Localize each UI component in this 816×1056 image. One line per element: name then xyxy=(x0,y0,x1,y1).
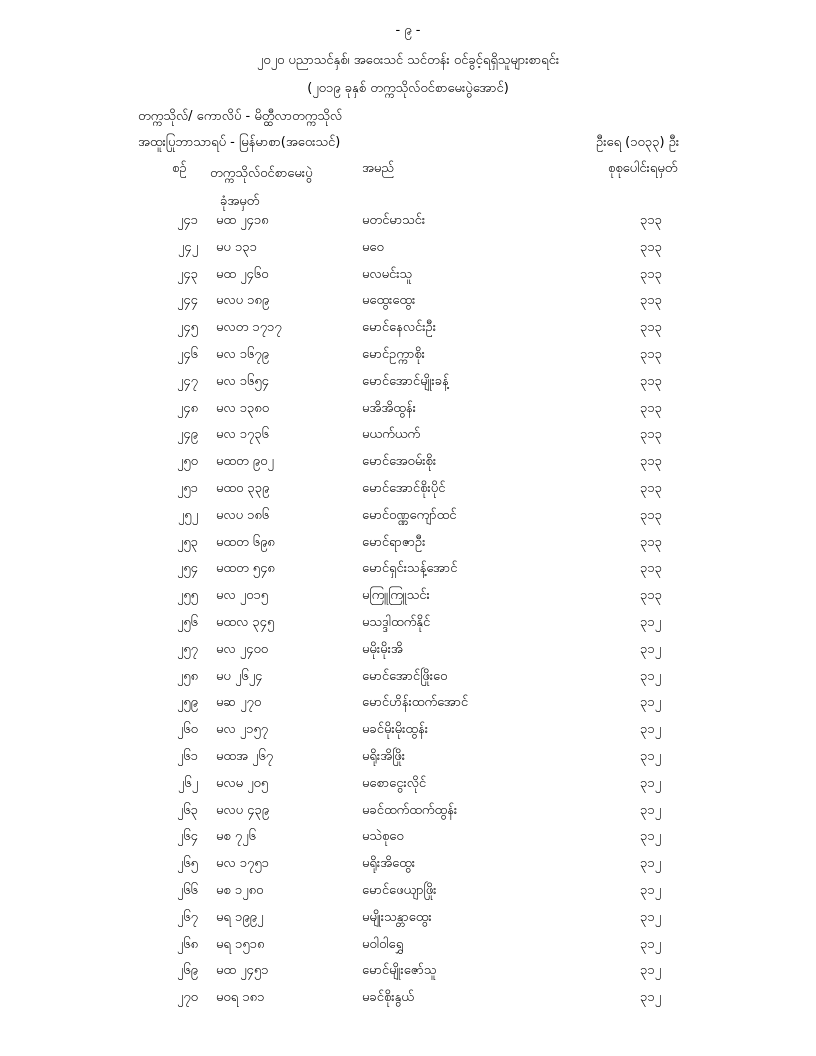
serial-cell: ၂၅၈ xyxy=(176,668,198,684)
marks-cell: ၃၁၃ xyxy=(640,588,662,604)
marks-cell: ၃၁၃ xyxy=(640,320,662,336)
serial-cell: ၂၄၇ xyxy=(176,373,198,389)
roll-number-cell: မလ ၁၆၇၉ xyxy=(216,346,269,362)
marks-cell: ၃၁၃ xyxy=(640,346,662,362)
serial-cell: ၂၆၇ xyxy=(176,909,198,925)
results-table xyxy=(0,212,816,1016)
marks-cell: ၃၁၃ xyxy=(640,534,662,550)
name-cell: မောင်ဖေယျာဖြိုး xyxy=(362,882,437,898)
name-cell: မောင်ရာဇာဦး xyxy=(362,534,426,550)
serial-cell: ၂၄၁ xyxy=(176,213,198,228)
table-row xyxy=(0,641,816,668)
name-cell: မောင်အောင်ဖြိုးဝေ xyxy=(362,668,448,684)
table-row xyxy=(0,426,816,453)
roll-number-cell: မထအ ၂၆၇ xyxy=(216,748,274,764)
name-cell: မမိုးမိုးအိ xyxy=(362,641,403,657)
serial-cell: ၂၅၉ xyxy=(176,695,198,711)
serial-cell: ၂၅၆ xyxy=(176,614,198,630)
marks-cell: ၃၁၂ xyxy=(640,775,662,791)
table-row xyxy=(0,292,816,319)
serial-cell: ၂၆၈ xyxy=(176,936,198,952)
document-subtitle: (၂၀၁၉ ခုနှစ် တက္ကသိုလ်ဝင်စာမေးပွဲအောင်) xyxy=(307,81,509,96)
roll-number-cell: မပ ၂၆၂၄ xyxy=(216,668,263,684)
name-cell: မခင်ထက်ထက်ထွန်း xyxy=(362,802,458,818)
name-cell: မောင်နေလင်းဦး xyxy=(362,320,437,336)
name-cell: မထွေးထွေး xyxy=(362,293,416,309)
name-cell: မောင်ရှင်းသန့်အောင် xyxy=(362,561,458,577)
table-row xyxy=(0,802,816,829)
serial-cell: ၂၄၈ xyxy=(176,400,198,416)
marks-cell: ၃၁၂ xyxy=(640,882,662,898)
name-cell: မဝေ xyxy=(362,239,384,255)
name-cell: မောင်အေဝမ်းစိုး xyxy=(362,454,437,470)
table-row xyxy=(0,534,816,561)
header-roll-number xyxy=(210,160,313,216)
subject-label: အထူးပြုဘာသာရပ် - မြန်မာစာ(အဝေးသင်) xyxy=(138,135,341,150)
header-marks: စုစုပေါင်းရမှတ် xyxy=(608,161,678,176)
serial-cell: ၂၅၀ xyxy=(176,454,198,470)
serial-cell: ၂၆၀ xyxy=(176,722,198,738)
serial-cell: ၂၄၂ xyxy=(177,239,198,255)
name-cell: မသဲစုဝေ xyxy=(362,829,404,845)
serial-cell: ၂၄၄ xyxy=(176,293,198,309)
name-cell: မောင်ဥက္ကာစိုး xyxy=(362,346,425,362)
serial-cell: ၂၄၃ xyxy=(176,266,198,282)
table-row xyxy=(0,775,816,802)
header-serial: စဉ် xyxy=(172,161,187,176)
marks-cell: ၃၁၂ xyxy=(640,990,662,1006)
name-cell: မဝါဝါရွှေ xyxy=(362,936,404,952)
table-row xyxy=(0,668,816,695)
marks-cell: ၃၁၃ xyxy=(640,507,662,523)
name-cell: မောင်မျိုးဇော်သူ xyxy=(362,963,437,979)
table-row xyxy=(0,828,816,855)
roll-number-cell: မလပ ၁၈၆ xyxy=(216,507,270,523)
serial-cell: ၂၆၉ xyxy=(176,963,198,979)
serial-cell: ၂၆၁ xyxy=(176,748,198,764)
table-row xyxy=(0,239,816,266)
serial-cell: ၂၄၅ xyxy=(176,320,198,336)
roll-number-cell: မပ ၁၃၁ xyxy=(216,239,257,255)
marks-cell: ၃၁၃ xyxy=(640,561,662,577)
marks-cell: ၃၁၂ xyxy=(640,748,662,764)
name-cell: မောင်အောင်စိုးပိုင် xyxy=(362,480,446,496)
name-cell: မအိအိထွန်း xyxy=(362,400,416,416)
serial-cell: ၂၆၂ xyxy=(177,775,198,791)
marks-cell: ၃၁၃ xyxy=(640,480,662,496)
serial-cell: ၂၆၃ xyxy=(176,802,198,818)
serial-cell: ၂၅၂ xyxy=(177,507,198,523)
header-roll-line1: တက္ကသိုလ်ဝင်စာမေးပွဲ xyxy=(210,166,313,181)
marks-cell: ၃၁၃ xyxy=(640,213,662,228)
serial-cell: ၂၆၆ xyxy=(176,882,198,898)
roll-number-cell: မလ ၁၃၈၀ xyxy=(216,400,270,416)
serial-cell: ၂၄၉ xyxy=(176,427,198,443)
name-cell: မရိုးအိထွေး xyxy=(362,856,416,872)
name-cell: မောင်ဝဏ္ဏကျော်ထင် xyxy=(362,507,457,523)
marks-cell: ၃၁၂ xyxy=(640,722,662,738)
table-row xyxy=(0,989,816,1016)
name-cell: မယက်ယက် xyxy=(362,427,421,443)
roll-number-cell: မလ ၂၄၀၀ xyxy=(216,641,269,657)
name-cell: မမျိုးသန္တာထွေး xyxy=(362,909,432,925)
serial-cell: ၂၆၅ xyxy=(176,856,198,872)
serial-cell: ၂၅၄ xyxy=(176,561,198,577)
table-row xyxy=(0,909,816,936)
marks-cell: ၃၁၂ xyxy=(640,668,662,684)
name-cell: မခင်စိုးနွယ် xyxy=(362,990,414,1006)
marks-cell: ၃၁၂ xyxy=(640,802,662,818)
table-row xyxy=(0,453,816,480)
marks-cell: ၃၁၂ xyxy=(640,963,662,979)
marks-cell: ၃၁၂ xyxy=(640,641,662,657)
roll-number-cell: မလ ၁၆၅၄ xyxy=(216,373,269,389)
marks-cell: ၃၁၃ xyxy=(640,400,662,416)
marks-cell: ၃၁၃ xyxy=(640,239,662,255)
serial-cell: ၂၇၀ xyxy=(176,990,198,1006)
serial-cell: ၂၄၆ xyxy=(176,346,198,362)
roll-number-cell: မရ ၁၅၁၈ xyxy=(216,936,265,952)
marks-cell: ၃၁၃ xyxy=(640,373,662,389)
marks-cell: ၃၁၂ xyxy=(640,936,662,952)
table-row xyxy=(0,614,816,641)
total-count: ဦးရေ (၁၀၃၃) ဦး xyxy=(596,135,680,150)
page-number: - ၉ - xyxy=(395,23,421,38)
roll-number-cell: မလမ ၂၀၅ xyxy=(216,775,269,791)
marks-cell: ၃၁၂ xyxy=(640,829,662,845)
header-roll-line2: ခုံအမှတ် xyxy=(220,194,260,209)
serial-cell: ၂၆၄ xyxy=(176,829,198,845)
roll-number-cell: မလ ၁၇၃၆ xyxy=(216,427,269,443)
document-title: ၂၀၂၀ ပညာသင်နှစ်၊ အဝေးသင် သင်တန်း ဝင်ခွင့်ရရှိသူများစာရင်း xyxy=(256,53,560,68)
name-cell: မလမင်းသူ xyxy=(362,266,413,282)
roll-number-cell: မလ ၂၀၁၅ xyxy=(216,588,269,604)
table-row xyxy=(0,721,816,748)
university-label: တက္ကသိုလ်/ ကောလိပ် - မိတ္ထီလာတက္ကသိုလ် xyxy=(138,109,343,124)
table-row xyxy=(0,587,816,614)
roll-number-cell: မစ ၁၂၈၀ xyxy=(216,882,264,898)
table-row xyxy=(0,373,816,400)
name-cell: မခင်မိုးမိုးထွန်း xyxy=(362,722,429,738)
table-row xyxy=(0,882,816,909)
roll-number-cell: မထဝ ၃၃၉ xyxy=(216,480,270,496)
marks-cell: ၃၁၂ xyxy=(640,695,662,711)
roll-number-cell: မလ ၁၇၅၁ xyxy=(216,856,269,872)
name-cell: မောင်အောင်မျိုးခန့် xyxy=(362,373,449,389)
name-cell: မတင်မာသင်း xyxy=(362,213,426,228)
roll-number-cell: မထလ ၃၄၅ xyxy=(216,614,275,630)
name-cell: မစောငွေးလိုင် xyxy=(362,775,427,791)
roll-number-cell: မဆ ၂၇၀ xyxy=(216,695,262,711)
header-name: အမည် xyxy=(362,161,394,176)
roll-number-cell: မထတ ၆၉၈ xyxy=(216,534,275,550)
marks-cell: ၃၁၃ xyxy=(640,427,662,443)
table-row xyxy=(0,748,816,775)
serial-cell: ၂၅၃ xyxy=(176,534,198,550)
marks-cell: ၃၁၃ xyxy=(640,266,662,282)
table-row xyxy=(0,694,816,721)
table-row xyxy=(0,855,816,882)
roll-number-cell: မထတ ၅၄၈ xyxy=(216,561,275,577)
name-cell: မသဒ္ဒါထက်နိုင် xyxy=(362,614,431,630)
table-row xyxy=(0,266,816,293)
serial-cell: ၂၅၅ xyxy=(176,588,198,604)
roll-number-cell: မထတ ၉၀၂ xyxy=(216,454,274,470)
table-row xyxy=(0,346,816,373)
name-cell: မကြူကြူသင်း xyxy=(362,588,430,604)
name-cell: မောင်ဟိန်းထက်အောင် xyxy=(362,695,469,711)
table-row xyxy=(0,507,816,534)
roll-number-cell: မလတ ၁၇၁၇ xyxy=(216,320,282,336)
roll-number-cell: မထ ၂၄၁၈ xyxy=(216,213,269,228)
roll-number-cell: မရ ၁၉၉၂ xyxy=(216,909,264,925)
marks-cell: ၃၁၂ xyxy=(640,909,662,925)
roll-number-cell: မထ ၂၄၆၀ xyxy=(216,266,269,282)
table-row xyxy=(0,212,816,239)
roll-number-cell: မလပ ၄၃၉ xyxy=(216,802,270,818)
table-row xyxy=(0,936,816,963)
roll-number-cell: မလ ၂၁၅၇ xyxy=(216,722,269,738)
roll-number-cell: မလပ ၁၈၉ xyxy=(216,293,270,309)
roll-number-cell: မဝရ ၁၈၁ xyxy=(216,990,265,1006)
table-row xyxy=(0,400,816,427)
marks-cell: ၃၁၂ xyxy=(640,856,662,872)
table-row xyxy=(0,962,816,989)
roll-number-cell: မစ ၇၂၆ xyxy=(216,829,256,845)
roll-number-cell: မထ ၂၄၅၁ xyxy=(216,963,269,979)
table-row xyxy=(0,560,816,587)
table-row xyxy=(0,319,816,346)
marks-cell: ၃၁၃ xyxy=(640,454,662,470)
serial-cell: ၂၅၇ xyxy=(176,641,198,657)
marks-cell: ၃၁၃ xyxy=(640,293,662,309)
table-row xyxy=(0,480,816,507)
marks-cell: ၃၁၂ xyxy=(640,614,662,630)
name-cell: မရိုးအိဖြိုး xyxy=(362,748,406,764)
serial-cell: ၂၅၁ xyxy=(176,480,198,496)
